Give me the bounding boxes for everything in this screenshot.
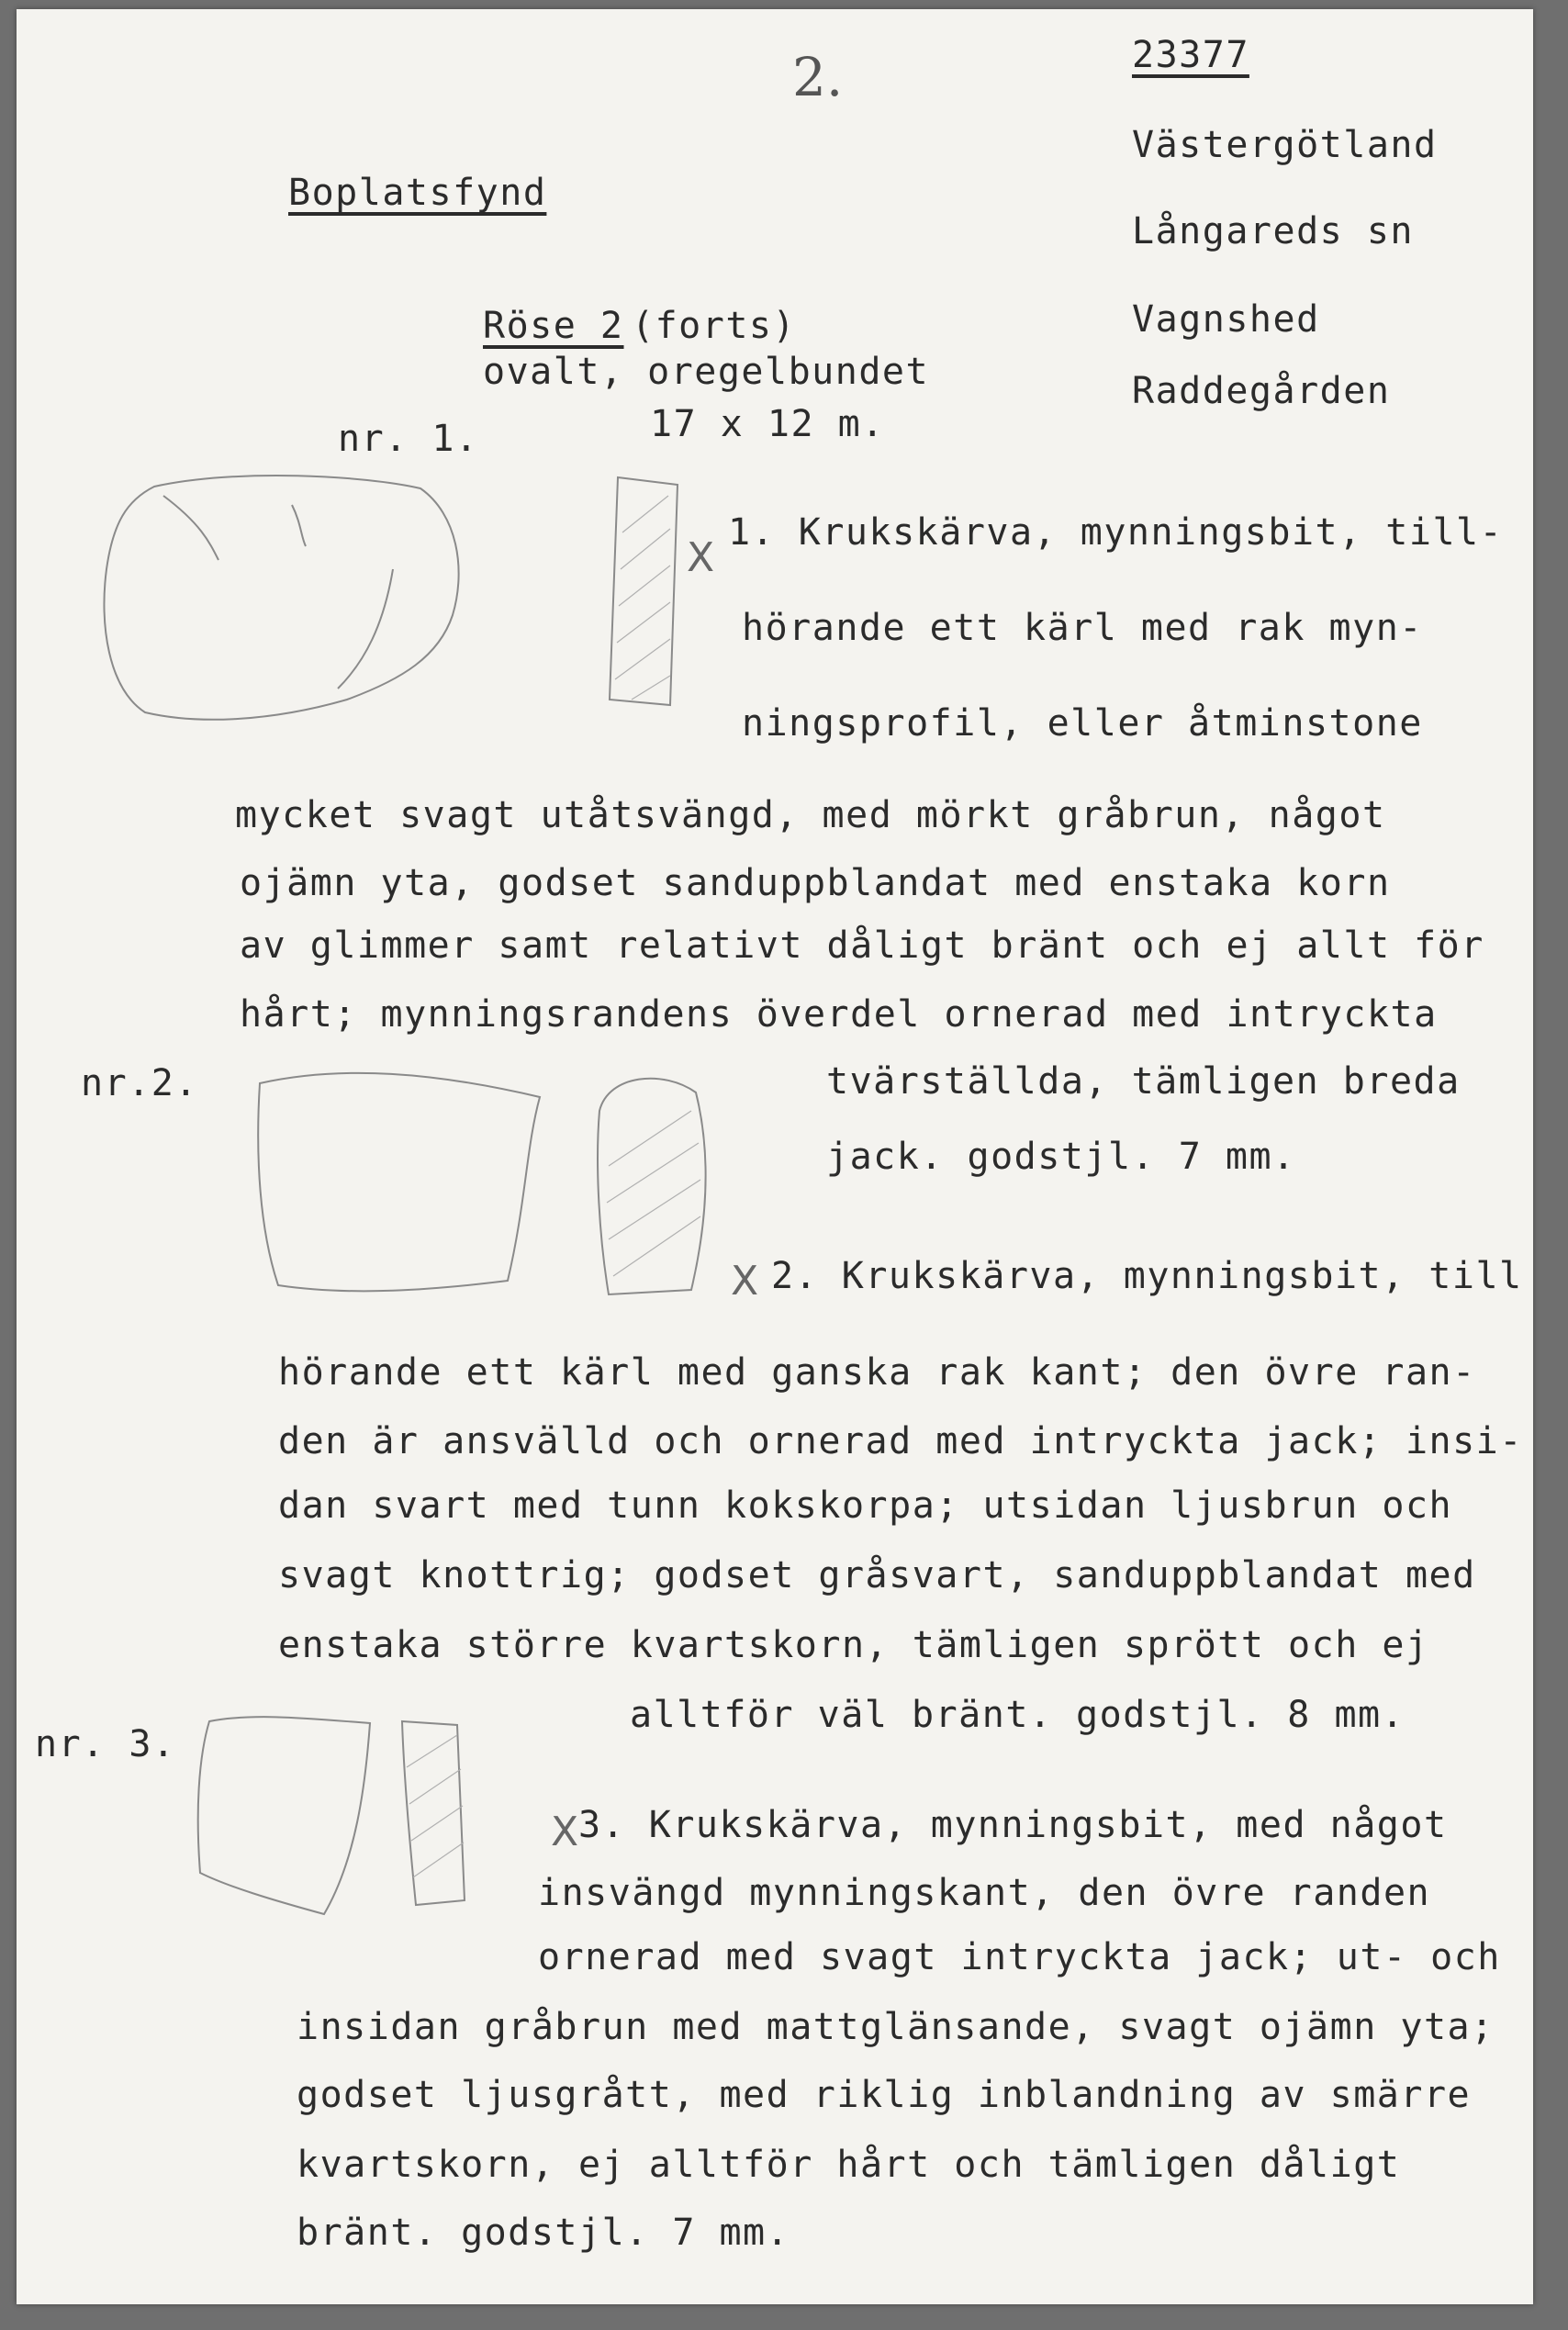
- item-2-line: alltför väl bränt. godstjl. 8 mm.: [630, 1694, 1406, 1736]
- item-3-line: insidan gråbrun med mattglänsande, svagt ojämn yta;: [297, 2006, 1495, 2048]
- sherd-sketch-3: [173, 1703, 521, 1923]
- location-province: Västergötland: [1132, 124, 1438, 166]
- cairn-size: 17 x 12 m.: [650, 403, 885, 445]
- check-mark: X: [731, 1258, 759, 1305]
- sherd-sketch-2: [232, 1056, 728, 1313]
- item-1-line: tvärställda, tämligen breda: [826, 1060, 1461, 1103]
- cairn-continued: (forts): [632, 305, 797, 347]
- item-label: nr. 1.: [338, 418, 479, 460]
- catalog-number: 23377: [1132, 34, 1249, 76]
- item-1-line: ojämn yta, godset sanduppblandat med enstaka korn: [240, 862, 1391, 904]
- item-2-line: enstaka större kvartskorn, tämligen sprött och ej: [278, 1624, 1429, 1666]
- item-2-line: den är ansvälld och ornerad med intryckta jack; insi-: [278, 1420, 1523, 1462]
- item-2-line: svagt knottrig; godset gråsvart, sanduppblandat med: [278, 1554, 1476, 1596]
- item-label: nr.2.: [81, 1062, 198, 1104]
- item-3-line: insvängd mynningskant, den övre randen: [538, 1872, 1431, 1914]
- item-1-line: ningsprofil, eller åtminstone: [742, 702, 1423, 745]
- item-2-line: 2. Krukskärva, mynningsbit, till: [771, 1255, 1523, 1297]
- item-2-line: hörande ett kärl med ganska rak kant; den övre ran-: [278, 1351, 1476, 1394]
- item-3-line: 3. Krukskärva, mynningsbit, med något: [578, 1804, 1448, 1846]
- item-1-line: av glimmer samt relativt dåligt bränt och ej allt för: [240, 924, 1484, 967]
- item-3-line: kvartskorn, ej alltför hårt och tämligen dåligt: [297, 2144, 1401, 2186]
- category-heading: Boplatsfynd: [288, 172, 547, 214]
- sherd-sketch-1: [90, 459, 696, 734]
- document-page: [17, 9, 1533, 2304]
- check-mark: X: [687, 534, 715, 581]
- location-parish: Långareds sn: [1132, 210, 1414, 252]
- item-1-line: 1. Krukskärva, mynningsbit, till-: [728, 511, 1504, 554]
- item-2-line: dan svart med tunn kokskorpa; utsidan ljusbrun och: [278, 1484, 1453, 1527]
- cairn-shape: ovalt, oregelbundet: [483, 351, 930, 393]
- item-1-line: jack. godstjl. 7 mm.: [826, 1136, 1296, 1178]
- item-label: nr. 3.: [35, 1723, 176, 1765]
- location-place: Vagnshed: [1132, 298, 1320, 341]
- check-mark: X: [551, 1809, 579, 1855]
- item-1-line: hörande ett kärl med rak myn-: [742, 607, 1423, 649]
- item-1-line: hårt; mynningsrandens överdel ornerad med intryckta: [240, 993, 1438, 1036]
- page-number: 2.: [792, 46, 844, 108]
- location-farm: Raddegården: [1132, 370, 1391, 412]
- item-3-line: bränt. godstjl. 7 mm.: [297, 2212, 790, 2254]
- item-3-line: godset ljusgrått, med riklig inblandning av smärre: [297, 2074, 1472, 2116]
- item-3-line: ornerad med svagt intryckta jack; ut- och: [538, 1936, 1501, 1978]
- item-1-line: mycket svagt utåtsvängd, med mörkt gråbrun, något: [235, 794, 1386, 836]
- cairn-name: Röse 2: [483, 305, 624, 347]
